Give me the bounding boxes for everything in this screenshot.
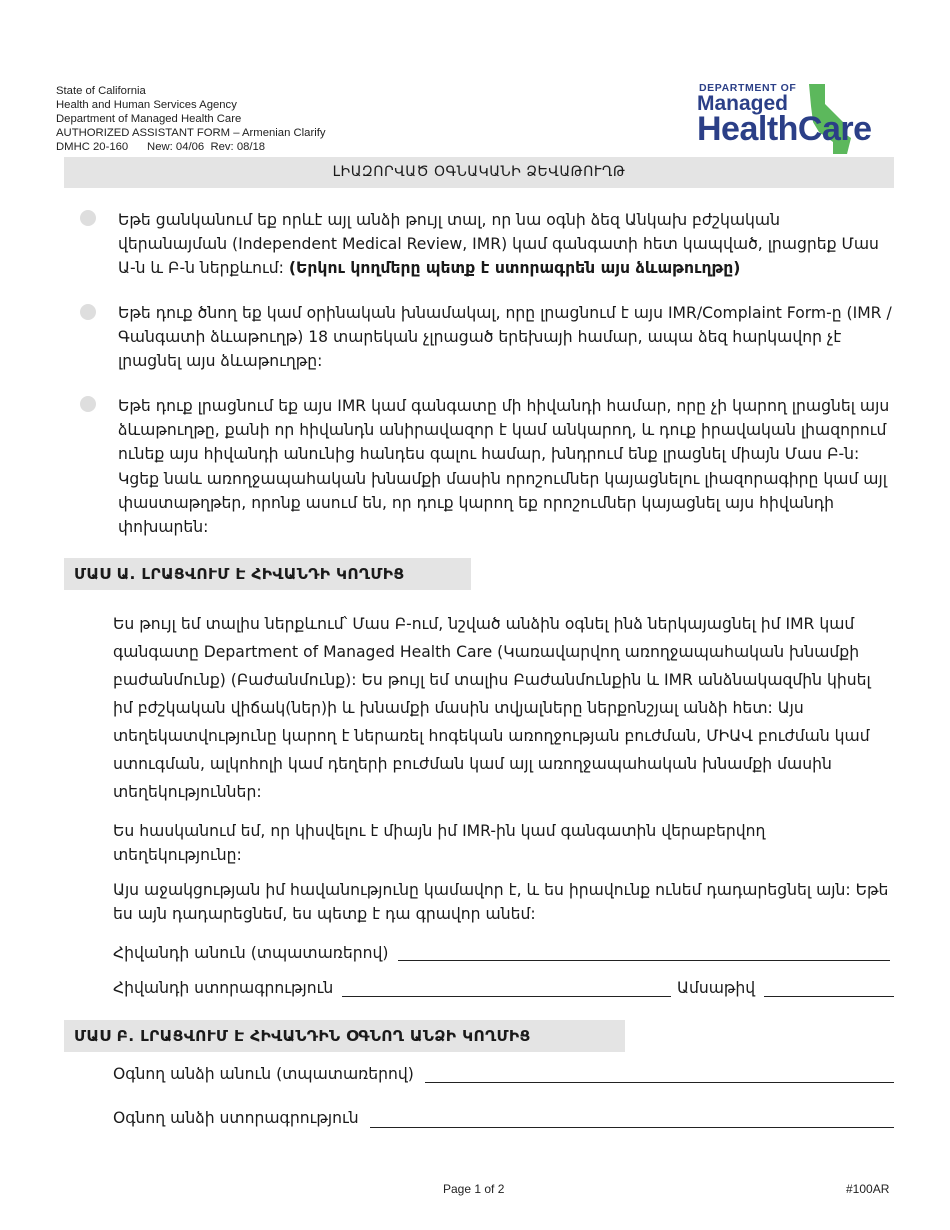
agency-header: [56, 84, 326, 154]
logo-healthcare-text: HealthCare: [697, 110, 872, 148]
patient-name-field[interactable]: [398, 960, 890, 961]
patient-date-field[interactable]: [764, 996, 894, 997]
bullet-text-3: Եթե դուք լրացնում եք այս IMR կամ գանգատը մի հիվանդի համար, որը չի կարող լրացնել այս ձևաթուղթը, քանի որ հիվանդն անիրավազոր է կամ անկարող, և դուք իրավական լիազորում ունեք այս հիվանդի անունից հանդես գալու համար, խնդրում ենք լրացնել միայն Մաս Բ-ն: Կցեք նաև առողջապահական խնամքի մասին որոշումներ կայացնելու լիազորագիրը կամ այլ փաստաթղթեր, որոնք ասում են, որ դուք կարող եք որոշումներ կայացնել այս հիվանդի փոխարեն:: [118, 397, 890, 537]
part-b-heading: ՄԱՍ Բ. ԼՐԱՑՎՈՒՄ Է ՀԻՎԱՆԴԻՆ ՕԳՆՈՂ ԱՆՁԻ ԿՈՂՄԻՑ: [64, 1020, 625, 1052]
patient-name-label: Հիվանդի անուն (տպատառերով): [113, 944, 389, 962]
bullet-icon: [80, 304, 96, 320]
page-number: Page 1 of 2: [443, 1182, 505, 1196]
helper-name-field[interactable]: [425, 1082, 894, 1083]
dmhc-logo: [697, 82, 897, 156]
header-state: State of California: [56, 85, 146, 97]
bullet-text-2: Եթե դուք ծնող եք կամ օրինական խնամակալ, որը լրացնում է այս IMR/Complaint Form-ը (IMR /Գանգատի ձևաթուղթ) 18 տարեկան չլրացած երեխայի համար, ապա ձեզ հարկավոր չէ լրացնել այս ձևաթուղթը:: [118, 304, 892, 371]
header-department: Department of Managed Health Care: [56, 113, 242, 125]
part-a-paragraph-2: Ես հասկանում եմ, որ կիսվելու է միայն իմ IMR-ին կամ գանգատին վերաբերվող տեղեկությունը:: [113, 822, 766, 865]
patient-signature-label: Հիվանդի ստորագրություն: [113, 979, 334, 997]
patient-date-label: Ամսաթիվ: [677, 979, 756, 997]
form-title: ԼԻԱԶՈՐՎԱԾ ՕԳՆԱԿԱՆԻ ՁԵՎԱԹՈՒՂԹ: [64, 157, 894, 188]
header-form-number: DMHC 20-160 New: 04/06 Rev: 08/18: [56, 141, 266, 153]
logo-dept-text: DEPARTMENT OF: [699, 82, 797, 94]
bullet-icon: [80, 210, 96, 226]
part-a-heading: ՄԱՍ Ա. ԼՐԱՑՎՈՒՄ Է ՀԻՎԱՆԴԻ ԿՈՂՄԻՑ: [64, 558, 471, 590]
helper-name-label: Օգնող անձի անուն (տպատառերով): [113, 1065, 414, 1083]
header-form-name: AUTHORIZED ASSISTANT FORM – Armenian Clarify: [56, 127, 326, 139]
helper-signature-field[interactable]: [370, 1127, 894, 1128]
form-code: #100AR: [846, 1182, 890, 1196]
bullet-text-1: [118, 208, 893, 281]
logo-managed-text: Managed: [697, 92, 789, 115]
part-a-paragraph-3: Այս աջակցության իմ հավանությունը կամավոր է, և ես իրավունք ունեմ դադարեցնել այն: Եթե ես այն դադարեցնեմ, ես պետք է դա գրավոր անեմ:: [113, 881, 889, 924]
header-agency: Health and Human Services Agency: [56, 99, 237, 111]
patient-signature-field[interactable]: [342, 996, 671, 997]
bullet-1-bold: (Երկու կողմերը պետք է ստորագրեն այս ձևաթուղթը): [288, 259, 741, 278]
part-a-paragraph-1: Ես թույլ եմ տալիս ներքևում՝ Մաս Բ-ում, նշված անձին օգնել ինձ ներկայացնել իմ IMR կամ գանգատը Department of Managed Health Care (Կառավարվող առողջապահական խնամքի բաժանմունք) (Բաժանմունք): Ես թույլ եմ տալիս Բաժանմունքին և IMR անձնակազմին կիսել իմ բժշկական վիճակ(ներ)ի և խնամքի մասին տվյալները ներքոնշյալ անձի հետ: Այս տեղեկատվությունը կարող է ներառել հոգեկան առողջության բուժման, ՄԻԱՎ բուժման կամ ստուգման, ալկոհոլի կամ դեղերի բուժման կամ այլ առողջապահական խնամքի մասին տեղեկություններ:: [113, 615, 871, 801]
bullet-icon: [80, 396, 96, 412]
bullet-1-text: Եթե ցանկանում եք որևէ այլ անձի թույլ տալ, որ նա օգնի ձեզ Անկախ բժշկական վերանայման (Independent Medical Review, IMR) կամ գանգատի հետ կապված, լրացրեք Մաս Ա-ն և Բ-ն ներքևում:: [118, 211, 879, 278]
helper-signature-label: Օգնող անձի ստորագրություն: [113, 1109, 359, 1127]
